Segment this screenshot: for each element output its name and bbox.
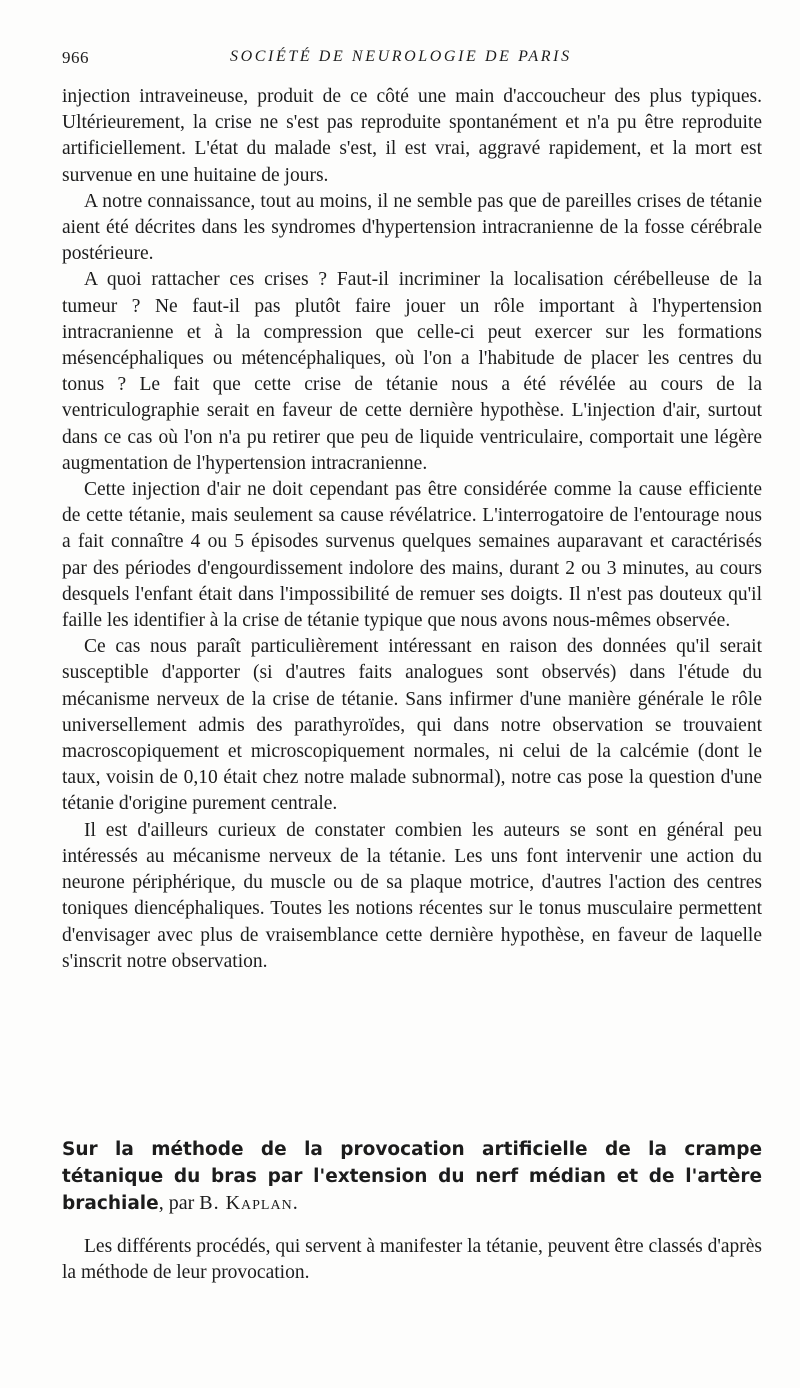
- running-header: [62, 48, 762, 70]
- section-title: Sur la méthode de la provocation artificielle de la crampe tétanique du bras par l'extension du nerf médian et de l'artère brachiale: [62, 1139, 762, 1214]
- section-body: [62, 1234, 762, 1286]
- paragraph: injection intraveineuse, produit de ce côté une main d'accoucheur des plus typiques. Ultérieurement, la crise ne s'est pas reproduite spontanément et n'a pu être reproduite artificiellement. L'état du malade s'est, il est vrai, aggravé rapidement, et la mort est survenue en une huitaine de jours.: [62, 86, 762, 186]
- author-name: B. Kaplan.: [199, 1192, 299, 1214]
- section-heading: [62, 1136, 762, 1217]
- paragraph: Il est d'ailleurs curieux de constater combien les auteurs se sont en général peu intéressés au mécanisme nerveux de la tétanie. Les uns font intervenir une action du neurone périphérique, du muscle ou de sa plaque motrice, d'autres l'action des centres toniques diencéphaliques. Toutes les notions récentes sur le tonus musculaire permettent d'envisager avec plus de vraisemblance cette dernière hypothèse, en faveur de laquelle s'inscrit notre observation.: [62, 819, 762, 972]
- journal-title: SOCIÉTÉ DE NEUROLOGIE DE PARIS: [230, 48, 572, 65]
- article-body: [62, 84, 762, 975]
- paragraph: A notre connaissance, tout au moins, il ne semble pas que de pareilles crises de tétanie aient été décrites dans les syndromes d'hypertension intracranienne de la fosse cérébrale postérieure.: [62, 190, 762, 265]
- paragraph: Ce cas nous paraît particulièrement intéressant en raison des données qu'il serait susceptible d'apporter (si d'autres faits analogues sont observés) dans l'étude du mécanisme nerveux de la crise de tétanie. Sans infirmer d'une manière générale le rôle universellement admis des parathyroïdes, qui dans notre observation se trouvaient macroscopiquement et microscopiquement normales, ni celui de la calcémie (dont le taux, voisin de 0,10 était chez notre malade subnormal), notre cas pose la question d'une tétanie d'origine purement centrale.: [62, 636, 762, 815]
- paragraph: Cette injection d'air ne doit cependant pas être considérée comme la cause efficiente de cette tétanie, mais seulement sa cause révélatrice. L'interrogatoire de l'entourage nous a fait connaître 4 ou 5 épisodes survenus quelques semaines auparavant et caractérisés par des périodes d'engourdissement indolore des mains, durant 2 ou 3 minutes, au cours desquels l'enfant était dans l'impossibilité de remuer ses doigts. Il n'est pas douteux qu'il faille les identifier à la crise de tétanie typique que nous avons nous-mêmes observée.: [62, 479, 762, 632]
- page-number: 966: [62, 48, 89, 67]
- author-prefix: , par: [158, 1192, 200, 1214]
- paragraph: A quoi rattacher ces crises ? Faut-il incriminer la localisation cérébelleuse de la tumeur ? Ne faut-il pas plutôt faire jouer un rôle important à l'hypertension intracranienne et à la compression que celle-ci peut exercer sur les formations mésencéphaliques ou métencéphaliques, où l'on a l'habitude de placer les centres du tonus ? Le fait que cette crise de tétanie nous a été révélée au cours de la ventriculographie serait en faveur de cette dernière hypothèse. L'injection d'air, surtout dans ce cas où l'on n'a pu retirer que peu de liquide ventriculaire, comportait une légère augmentation de l'hypertension intracranienne.: [62, 269, 762, 474]
- paragraph: Les différents procédés, qui servent à manifester la tétanie, peuvent être classés d'après la méthode de leur provocation.: [62, 1236, 762, 1284]
